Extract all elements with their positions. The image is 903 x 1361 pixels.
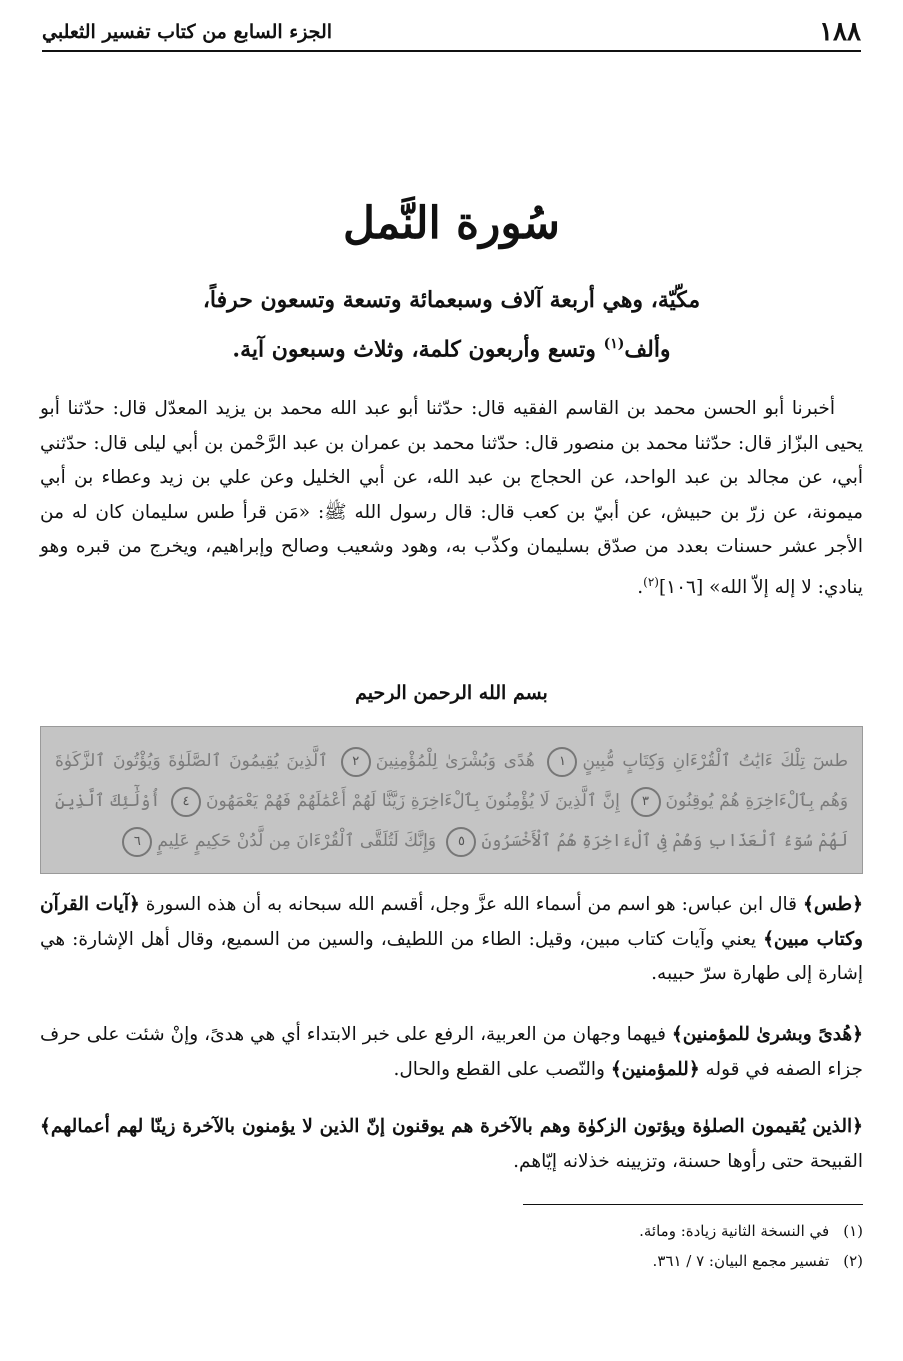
quran-verses-box bbox=[40, 726, 863, 874]
quoted-verse: ﴿هُدىً وبشرىٰ للمؤمنين﴾ bbox=[671, 1024, 863, 1045]
subtitle-rest: وتسع وأربعون كلمة، وثلاث وسبعون آية. bbox=[232, 336, 604, 363]
commentary-text: فيهما وجهان من العربية، الرفع على خبر الابتداء أي هي هدىً، وإنْ شئت على حرف جزاء الصفه في قوله bbox=[40, 1024, 863, 1080]
subtitle-line-1: مكّيّة، وهي أربعة آلاف وسبعمائة وتسعة وتسعون حرفاً، bbox=[202, 287, 701, 313]
tafsir-paragraph-2 bbox=[40, 1018, 863, 1087]
surah-subtitle bbox=[60, 278, 843, 371]
ayah-number-marker: ٣ bbox=[631, 787, 661, 817]
tafsir-paragraph-3 bbox=[40, 1110, 863, 1179]
tafsir-paragraph-1 bbox=[40, 888, 863, 992]
footnote-item bbox=[40, 1216, 863, 1246]
basmala: بسم الله الرحمن الرحيم bbox=[355, 682, 548, 704]
verse-text: هُدًى وَبُشْرَىٰ لِلْمُؤْمِنِينَ bbox=[375, 751, 535, 771]
subtitle-line-2 bbox=[60, 322, 843, 371]
intro-paragraph bbox=[40, 392, 863, 605]
page-number: ١٨٨ bbox=[819, 17, 861, 47]
quoted-verse: ﴿طس﴾ bbox=[802, 894, 863, 915]
commentary-text: يعني وآيات كتاب مبين، وقيل: الطاء من اللطيف، والسين من السميع، وقال أهل الإشارة: هي إشارة إلى طهارة سرّ حبيبه. bbox=[40, 928, 863, 984]
quoted-verse: ﴿آيات القرآن وكتاب مبين﴾ bbox=[40, 894, 863, 950]
ayah-number-marker: ٢ bbox=[341, 747, 371, 777]
running-header bbox=[42, 14, 861, 52]
book-title-header: الجزء السابع من كتاب تفسير الثعلبي bbox=[42, 21, 333, 43]
footnote-item bbox=[40, 1246, 863, 1276]
verse-text: إِنَّ ٱلَّذِينَ لَا يُؤْمِنُونَ بِٱلْءَاخِرَةِ زَيَّنَّا لَهُمْ أَعْمَٰلَهُمْ فَهُمْ يَعْمَهُونَ bbox=[206, 791, 620, 811]
commentary-text: والنّصب على القطع والحال. bbox=[393, 1058, 611, 1080]
quoted-verse: ﴿للمؤمنين﴾ bbox=[610, 1058, 700, 1080]
footnote-divider bbox=[523, 1204, 863, 1205]
intro-end: . bbox=[637, 576, 644, 598]
footnote-ref-2: (٢) bbox=[643, 574, 659, 589]
intro-text: أخبرنا أبو الحسن محمد بن القاسم الفقيه قال: حدّثنا أبو عبد الله محمد بن يزيد المعدّل قال: حدّثنا أبو يحيى البزّاز قال: حدّثنا محمد بن منصور قال: حدّثنا محمد بن عمران بن عبد الرَّحْمن بن أبي ليلى قال: حدّثني أبي، عن مجالد بن عبد الواحد، عن الحجاج بن عبد الله، عن أبي الخليل وعن علي بن زيد وعطاء بن أبي ميمونة، عن زرّ بن حبيش، عن أبيّ بن كعب قال: قال رسول الله ﷺ: «مَن قرأ طس سليمان كان له من الأجر عشر حسنات بعدد من صدّق بسليمان وكذّب به، وهود وشعيب وصالح وإبراهيم، ويخرج من قبره وهو ينادي: لا إله إلاّ الله» [١٠٦] bbox=[40, 398, 863, 598]
commentary-text: القبيحة حتى رأوها حسنة، وتزيينه خذلانه إيّاهم. bbox=[513, 1150, 863, 1172]
verse-text: وَإِنَّكَ لَتُلَقَّى ٱلْقُرْءَانَ مِن لَّدُنْ حَكِيمٍ عَلِيمٍ bbox=[157, 831, 437, 851]
verse-text: ٱلَّذِينَ يُقِيمُونَ ٱلصَّلَوٰةَ وَيُؤْتُونَ ٱلزَّكَوٰةَ وَهُم بِٱلْءَاخِرَةِ هُمْ يُوقِنُونَ bbox=[55, 751, 849, 811]
ayah-number-marker: ١ bbox=[547, 747, 577, 777]
verse-text: طسٓ تِلْكَ ءَايَٰتُ ٱلْقُرْءَانِ وَكِتَابٍ مُّبِينٍ bbox=[582, 751, 848, 771]
footnote-ref-1: (١) bbox=[603, 336, 625, 352]
footnote-text: في النسخة الثانية زيادة: ومائة. bbox=[639, 1222, 830, 1240]
ayah-number-marker: ٦ bbox=[122, 827, 152, 857]
footnote-number: (١) bbox=[843, 1222, 863, 1240]
ayah-number-marker: ٥ bbox=[446, 827, 476, 857]
commentary-text: قال ابن عباس: هو اسم من أسماء الله عزَّ وجل، أقسم الله سبحانه به أن هذه السورة bbox=[139, 894, 803, 915]
ayah-number-marker: ٤ bbox=[171, 787, 201, 817]
quoted-verse: ﴿الذين يُقيمون الصلوٰة ويؤتون الزكوٰة وهم بالآخرة هم يوقنون إنّ الذين لا يؤمنون بالآخرة زينّا لهم أعمالهم﴾ bbox=[40, 1116, 863, 1137]
footnote-text: تفسير مجمع البيان: ٧ / ٣٦١. bbox=[652, 1252, 830, 1270]
footnote-number: (٢) bbox=[843, 1252, 863, 1270]
verse-text: أُوْلَٰٓئِكَ ٱلَّذِينَ لَهُمْ سُوٓءُ ٱلْعَذَابِ وَهُمْ فِى ٱلْءَاخِرَةِ هُمُ ٱلْأَخْسَرُونَ bbox=[55, 791, 848, 851]
surah-title: سُورة النَّمل bbox=[343, 198, 560, 249]
footnotes bbox=[40, 1216, 863, 1276]
subtitle-word: وألف bbox=[624, 336, 671, 363]
